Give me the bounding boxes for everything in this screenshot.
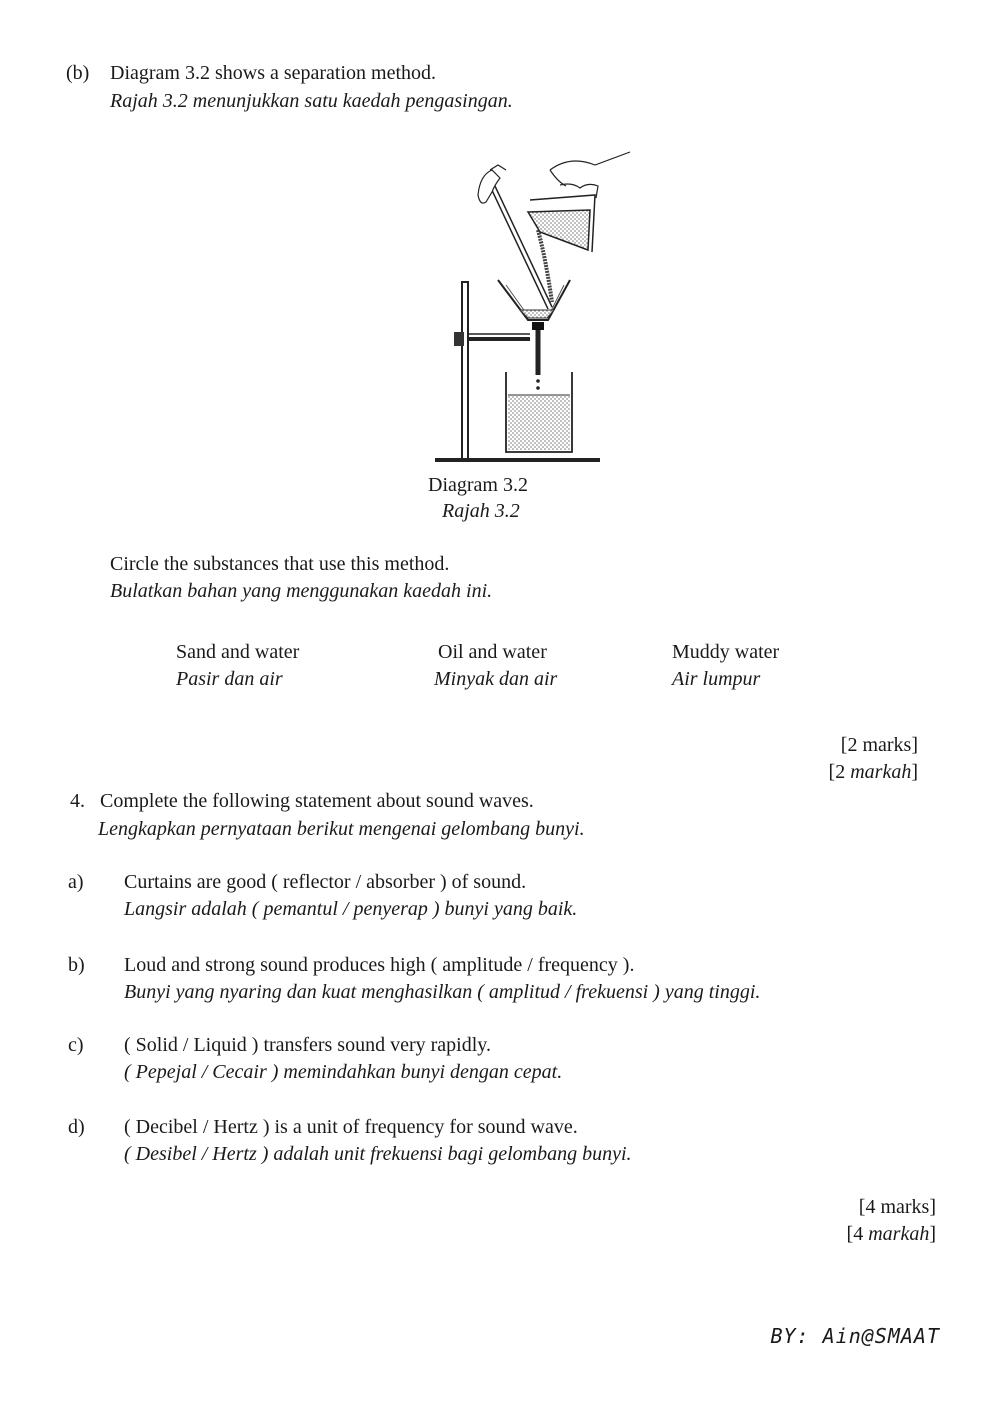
q4d-en[interactable]: ( Decibel / Hertz ) is a unit of frequency for sound wave. <box>124 1116 578 1138</box>
q4c-label: c) <box>68 1034 84 1056</box>
retort-stand-rod <box>462 282 468 460</box>
q4c-en[interactable]: ( Solid / Liquid ) transfers sound very rapidly. <box>124 1034 491 1056</box>
option-muddy-water-ms: Air lumpur <box>672 668 761 690</box>
part-b-marks-en: [2 marks] <box>840 734 918 756</box>
part-b-label: (b) <box>66 62 90 84</box>
hand-right <box>550 152 630 198</box>
part-b-stem-en: Diagram 3.2 shows a separation method. <box>110 62 437 84</box>
instruction-en: Circle the substances that use this method. <box>110 553 450 575</box>
hand-left <box>478 165 506 203</box>
diagram-caption-ms: Rajah 3.2 <box>442 500 520 522</box>
q4-marks-ms: [4 markah] <box>846 1223 936 1245</box>
clamp-boss <box>454 332 464 346</box>
q4-number: 4. <box>70 790 85 812</box>
q4d-ms: ( Desibel / Hertz ) adalah unit frekuensi bagi gelombang bunyi. <box>124 1143 632 1165</box>
q4c-ms: ( Pepejal / Cecair ) memindahkan bunyi dengan cepat. <box>124 1061 563 1083</box>
q4a-ms: Langsir adalah ( pemantul / penyerap ) bunyi yang baik. <box>124 898 578 920</box>
q4b-label: b) <box>68 954 85 976</box>
q4-stem-en: Complete the following statement about sound waves. <box>100 790 534 812</box>
option-muddy-water-en[interactable]: Muddy water <box>672 641 780 663</box>
option-oil-water-ms: Minyak dan air <box>434 668 558 690</box>
option-sand-water-ms: Pasir dan air <box>176 668 283 690</box>
collecting-beaker <box>506 372 572 452</box>
part-b-marks-ms: [2 markah] <box>828 761 918 783</box>
q4b-en[interactable]: Loud and strong sound produces high ( amplitude / frequency ). <box>124 954 635 976</box>
q4a-en[interactable]: Curtains are good ( reflector / absorber ) of sound. <box>124 871 527 893</box>
option-sand-water-en[interactable]: Sand and water <box>176 641 300 663</box>
q4b-ms: Bunyi yang nyaring dan kuat menghasilkan ( amplitud / frekuensi ) yang tinggi. <box>124 981 761 1003</box>
funnel <box>498 280 570 390</box>
q4-stem-ms: Lengkapkan pernyataan berikut mengenai gelombang bunyi. <box>98 818 585 840</box>
filtration-diagram <box>420 140 640 470</box>
diagram-caption-en: Diagram 3.2 <box>428 474 528 496</box>
part-b-stem-ms: Rajah 3.2 menunjukkan satu kaedah pengasingan. <box>110 90 513 112</box>
pouring-beaker <box>528 195 595 252</box>
instruction-ms: Bulatkan bahan yang menggunakan kaedah ini. <box>110 580 493 602</box>
q4d-label: d) <box>68 1116 85 1138</box>
author-signature: BY: Ain@SMAAT <box>770 1324 940 1348</box>
q4-marks-en: [4 marks] <box>858 1196 936 1218</box>
q4a-label: a) <box>68 871 84 893</box>
retort-stand-base <box>435 458 600 462</box>
option-oil-water-en[interactable]: Oil and water <box>438 641 547 663</box>
